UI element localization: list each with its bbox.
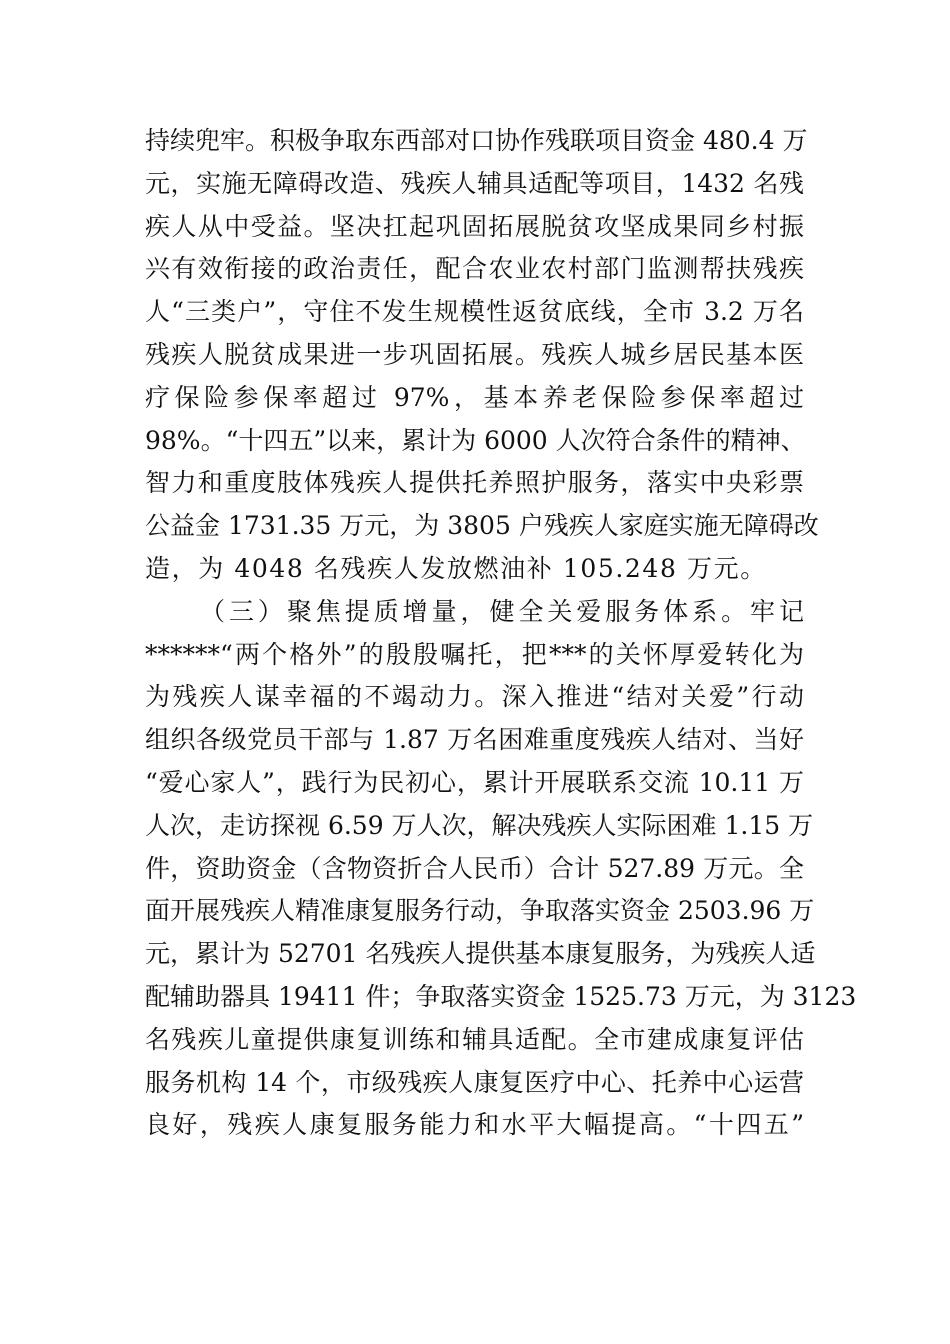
body-text [145,120,857,1147]
text-line: 组织各级党员干部与 1.87 万名困难重度残疾人结对、当好 [145,725,804,755]
text-line: 配辅助器具 19411 件；争取落实资金 1525.73 万元，为 3123 [145,981,857,1011]
paragraph-end-line: 造，为 4048 名残疾人发放燃油补 105.248 万元。 [145,553,767,583]
text-line: 疾人从中受益。坚决扛起巩固拓展脱贫攻坚成果同乡村振 [145,211,804,241]
text-line: 服务机构 14 个，市级残疾人康复医疗中心、托养中心运营 [145,1067,804,1097]
text-line: 名残疾儿童提供康复训练和辅具适配。全市建成康复评估 [145,1024,804,1054]
text-line: 残疾人脱贫成果进一步巩固拓展。残疾人城乡居民基本医 [145,339,804,369]
text-line: 98%。“十四五”以来，累计为 6000 人次符合条件的精神、 [145,425,806,455]
text-line: 公益金 1731.35 万元，为 3805 户残疾人家庭实施无障碍改 [145,511,819,541]
section-heading-line: （三）聚焦提质增量，健全关爱服务体系。牢记 [200,596,804,626]
text-line: 面开展残疾人精准康复服务行动，争取落实资金 2503.96 万 [145,896,815,926]
text-line: “爱心家人”，践行为民初心，累计开展联系交流 10.11 万 [145,767,804,797]
text-line: 良好，残疾人康复服务能力和水平大幅提高。“十四五” [145,1110,804,1140]
text-line: 元，累计为 52701 名残疾人提供基本康复服务，为残疾人适 [145,939,816,969]
text-line: 人次，走访探视 6.59 万人次，解决残疾人实际困难 1.15 万 [145,810,814,840]
text-line: 持续兜牢。积极争取东西部对口协作残联项目资金 480.4 万 [145,126,808,155]
text-line: 疗保险参保率超过 97%，基本养老保险参保率超过 [145,382,804,412]
text-line: ******“两个格外”的殷殷嘱托，把***的关怀厚爱转化为 [145,639,804,669]
text-line: 件，资助资金（含物资折合人民币）合计 527.89 万元。全 [145,853,804,883]
text-line: 人“三类户”，守住不发生规模性返贫底线，全市 3.2 万名 [145,297,804,327]
text-line: 兴有效衔接的政治责任，配合农业农村部门监测帮扶残疾 [145,254,804,284]
text-line: 智力和重度肢体残疾人提供托养照护服务，落实中央彩票 [145,468,804,498]
text-line: 元，实施无障碍改造、残疾人辅具适配等项目，1432 名残 [145,168,804,198]
text-line: 为残疾人谋幸福的不竭动力。深入推进“结对关爱”行动 [145,682,804,712]
